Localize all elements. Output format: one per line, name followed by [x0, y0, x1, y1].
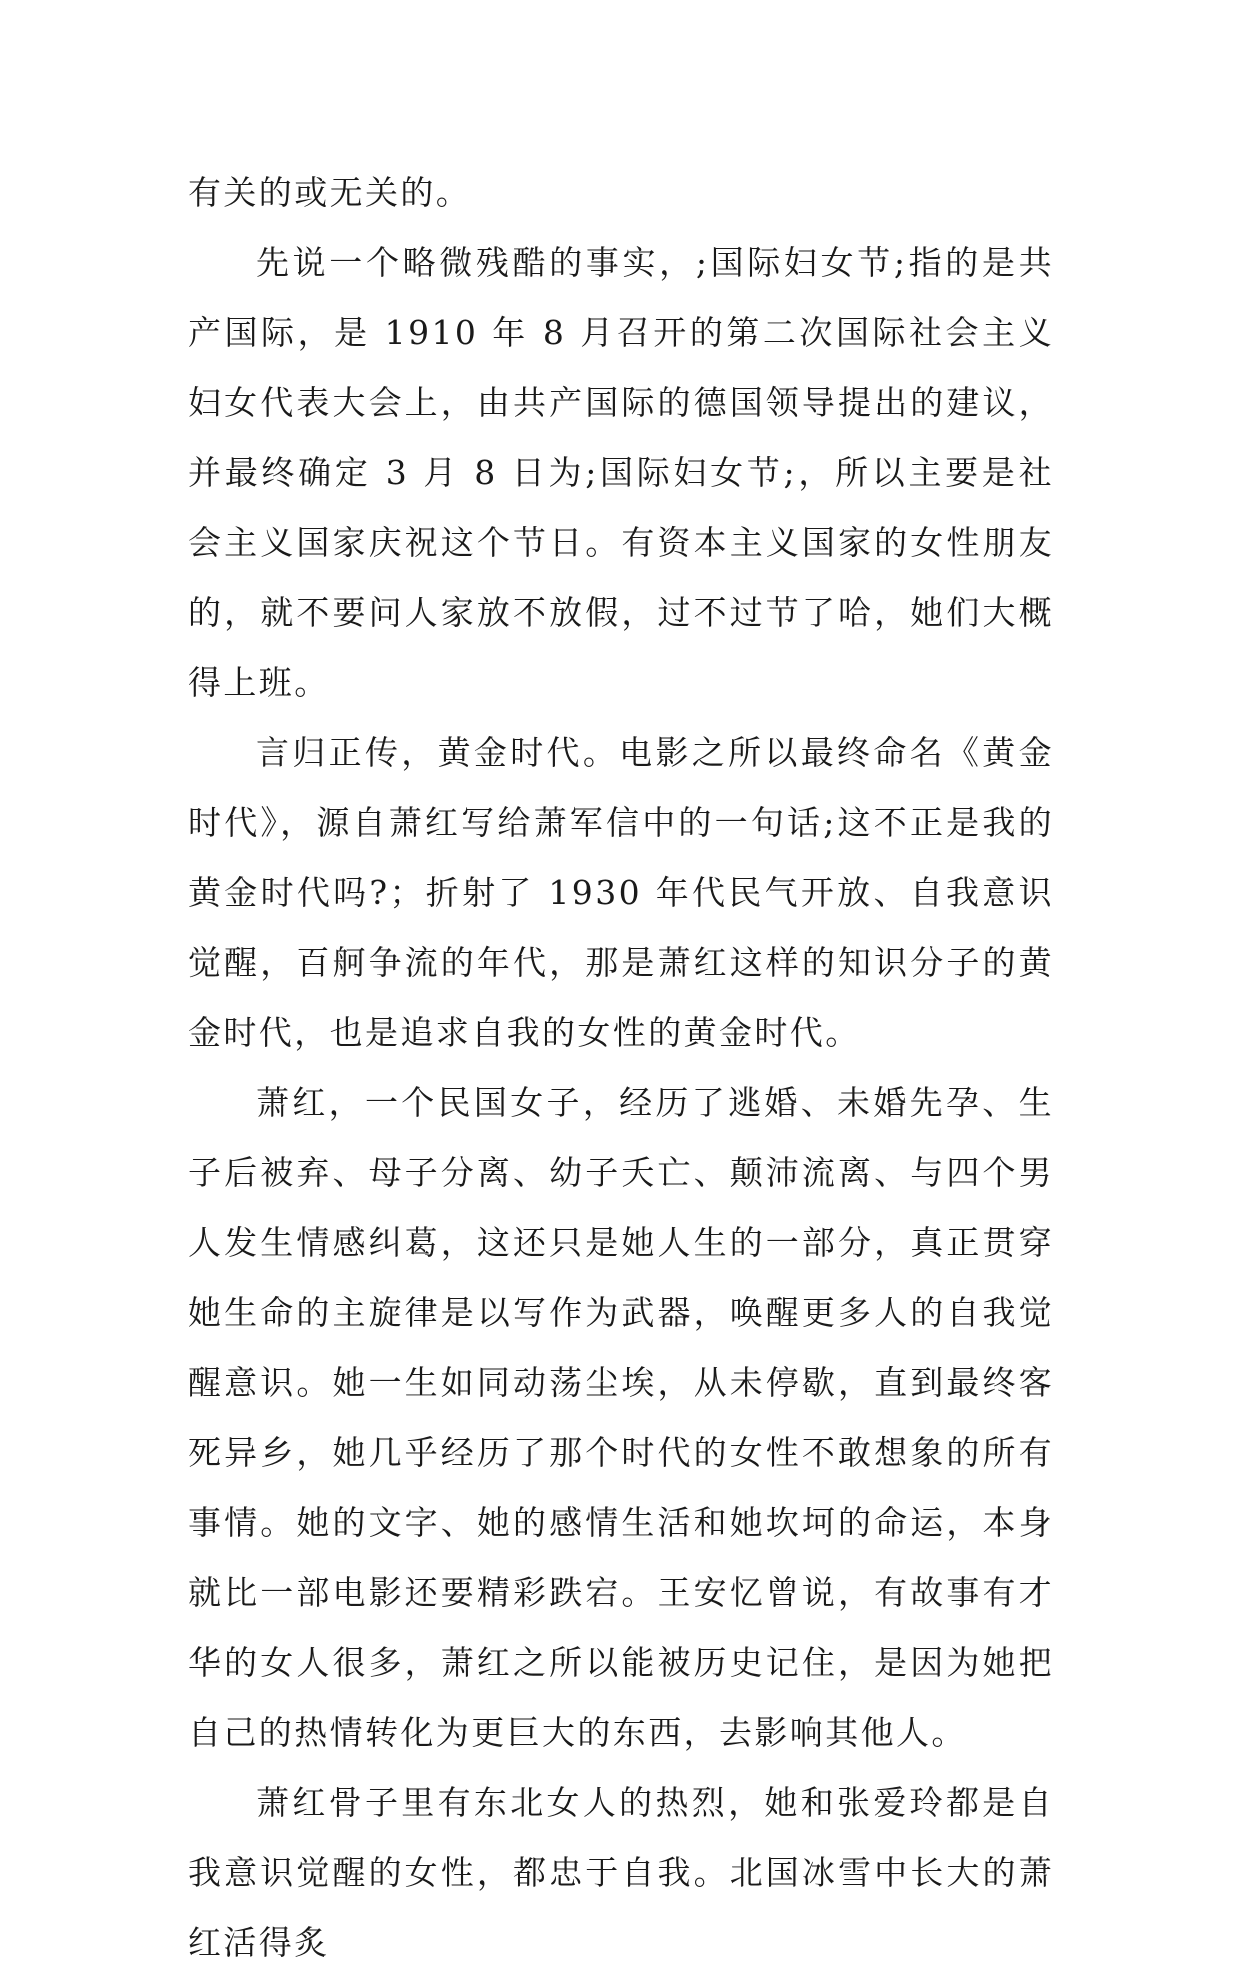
paragraph-2: 先说一个略微残酷的事实，;国际妇女节;指的是共产国际，是 1910 年 8 月召开的第二次国际社会主义妇女代表大会上，由共产国际的德国领导提出的建议，并最终确定 3 月 8 日为;国际妇女节;，所以主要是社会主义国家庆祝这个节日。有资本主义国家的女性朋友的，就不要问人家放不放假，过不过节了哈，她们大概得上班。: [188, 243, 1054, 702]
paragraph-5: 萧红骨子里有东北女人的热烈，她和张爱玲都是自我意识觉醒的女性，都忠于自我。北国冰雪中长大的萧红活得炙: [188, 1783, 1054, 1962]
document-body: [188, 158, 1054, 1978]
paragraph-1: 有关的或无关的。: [188, 173, 472, 212]
paragraph-4: 萧红，一个民国女子，经历了逃婚、未婚先孕、生子后被弃、母子分离、幼子夭亡、颠沛流离、与四个男人发生情感纠葛，这还只是她人生的一部分，真正贯穿她生命的主旋律是以写作为武器，唤醒更多人的自我觉醒意识。她一生如同动荡尘埃，从未停歇，直到最终客死异乡，她几乎经历了那个时代的女性不敢想象的所有事情。她的文字、她的感情生活和她坎坷的命运，本身就比一部电影还要精彩跌宕。王安忆曾说，有故事有才华的女人很多，萧红之所以能被历史记住，是因为她把自己的热情转化为更巨大的东西，去影响其他人。: [188, 1083, 1054, 1752]
paragraph-3: 言归正传，黄金时代。电影之所以最终命名《黄金时代》，源自萧红写给萧军信中的一句话;这不正是我的黄金时代吗?；折射了 1930 年代民气开放、自我意识觉醒，百舸争流的年代，那是萧红这样的知识分子的黄金时代，也是追求自我的女性的黄金时代。: [188, 733, 1054, 1052]
